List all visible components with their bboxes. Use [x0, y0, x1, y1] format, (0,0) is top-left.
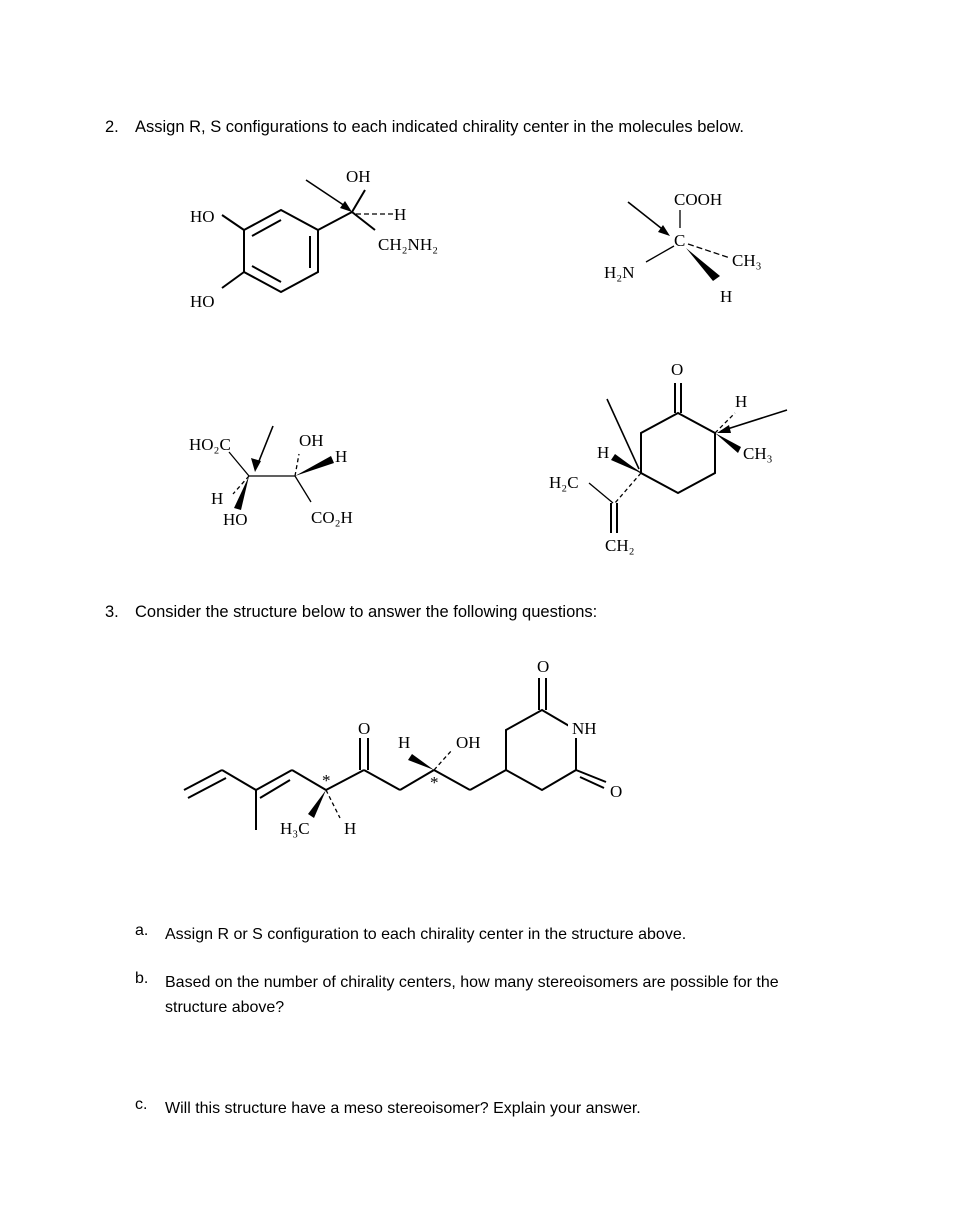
nh-label: NH: [572, 719, 597, 738]
question-text: Consider the structure below to answer the following questions:: [135, 603, 598, 621]
part-label: c.: [135, 1096, 148, 1113]
question-number: 3.: [105, 603, 119, 621]
h-label: H: [720, 287, 733, 306]
h-bottom-label: H: [344, 819, 357, 838]
part-text: Based on the number of chirality centers, how many stereoisomers are possible for the structure above?: [165, 974, 779, 1016]
ch3-label: CH₃: [732, 251, 762, 270]
cooh-label: COOH: [674, 190, 723, 209]
h-label: H: [398, 733, 411, 752]
part-label: a.: [135, 922, 149, 939]
question-text: Assign R, S configurations to each indicated chirality center in the molecules below.: [135, 118, 744, 136]
oh-label: OH: [456, 733, 481, 752]
ho-top-label: HO: [190, 207, 215, 226]
ch3-right-label: CH₃: [743, 444, 773, 463]
ho2c-label: HO₂C: [189, 435, 231, 454]
part-text: Assign R or S configuration to each chirality center in the structure above.: [165, 926, 687, 943]
co2h-label: CO₂H: [311, 508, 353, 527]
h-right-label: H: [335, 447, 348, 466]
molecule-2-structure: [590, 180, 790, 310]
h3c-label: H₃C: [280, 819, 310, 838]
h-left-label: H: [211, 489, 224, 508]
molecule-4-structure: [545, 355, 805, 565]
star-2: *: [430, 773, 439, 792]
part-text: Will this structure have a meso stereoisomer? Explain your answer.: [165, 1100, 641, 1117]
part-label: b.: [135, 970, 149, 987]
o-amide-label: O: [610, 782, 623, 801]
h-left-label: H: [597, 443, 610, 462]
ho-bottom-label: HO: [190, 292, 215, 311]
molecule-1-structure: [180, 160, 480, 330]
h-label: H: [394, 205, 407, 224]
oh-label: OH: [346, 167, 371, 186]
ch2nh2-label: CH₂NH₂: [378, 235, 439, 254]
o-label: O: [671, 360, 684, 379]
h-right-label: H: [735, 392, 748, 411]
chiral-c-label: C: [674, 231, 686, 250]
o-ketone-label: O: [358, 719, 371, 738]
ho-label: HO: [223, 510, 248, 529]
molecule-5-structure: [180, 650, 640, 850]
h2n-label: H₂N: [604, 263, 635, 282]
oh-label: OH: [299, 431, 324, 450]
molecule-3-structure: [185, 420, 385, 540]
ch2-label: CH₂: [605, 536, 635, 555]
star-1: *: [322, 771, 331, 790]
o-ring-label: O: [537, 657, 550, 676]
question-number: 2.: [105, 118, 119, 136]
h2c-label: H₂C: [549, 473, 579, 492]
